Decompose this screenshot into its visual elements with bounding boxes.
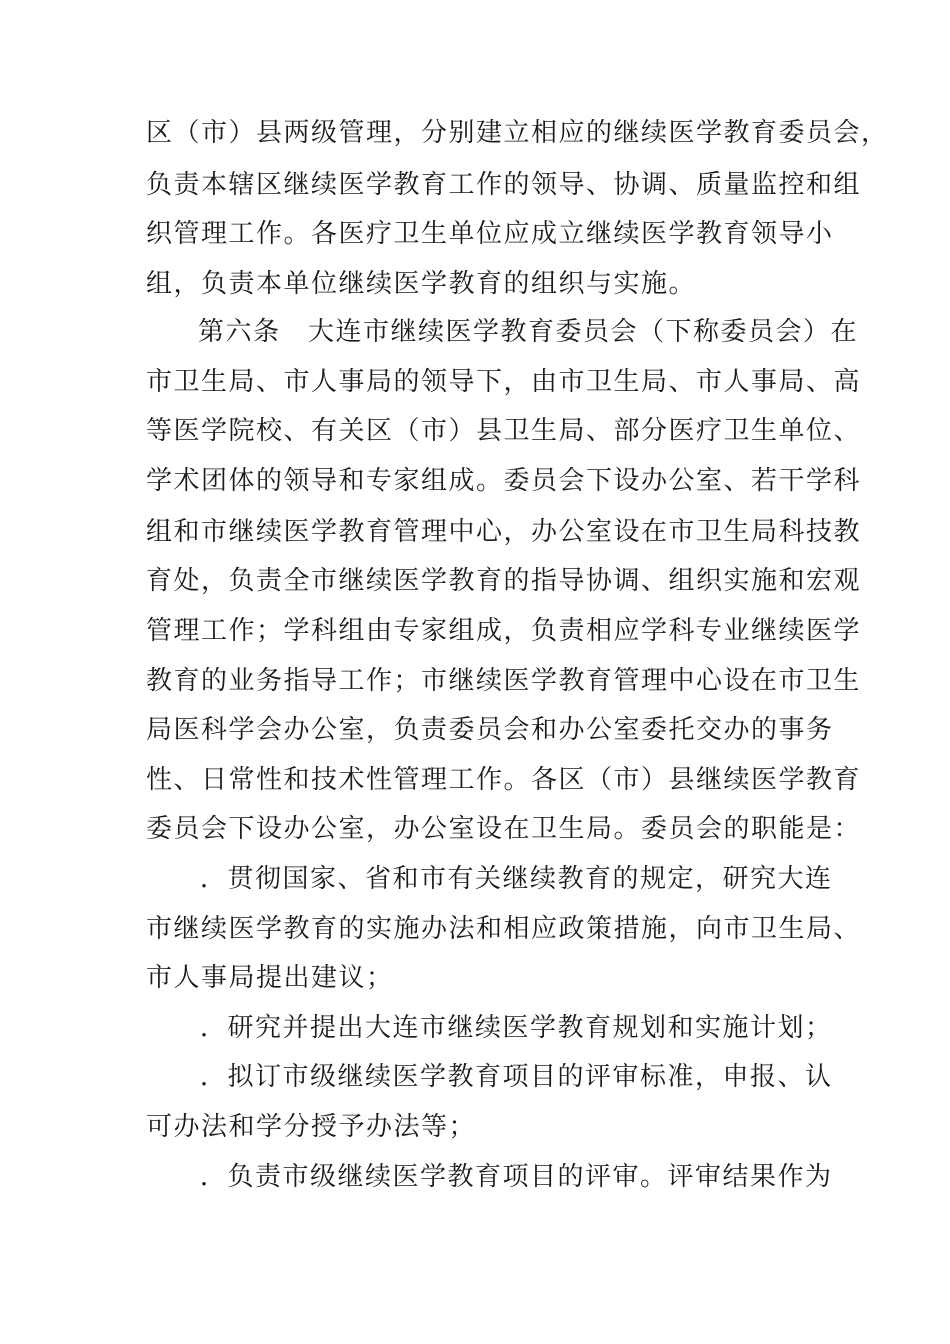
text-line: 学术团体的领导和专家组成。委员会下设办公室、若干学科 <box>146 466 862 496</box>
list-item: ．负责市级继续医学教育项目的评审。评审结果作为 <box>200 1162 833 1192</box>
text-line: 局医科学会办公室，负责委员会和办公室委托交办的事务 <box>146 715 834 745</box>
text-line: 区（市）县两级管理，分别建立相应的继续医学教育委员会， <box>146 118 889 148</box>
list-item: ．贯彻国家、省和市有关继续教育的规定，研究大连 <box>200 864 833 894</box>
text-line: 市卫生局、市人事局的领导下，由市卫生局、市人事局、高 <box>146 367 862 397</box>
text-line: 市继续医学教育的实施办法和相应政策措施，向市卫生局、 <box>146 914 862 944</box>
text-line: 教育的业务指导工作；市继续医学教育管理中心设在市卫生 <box>146 666 862 696</box>
text-line: 育处，负责全市继续医学教育的指导协调、组织实施和宏观 <box>146 566 862 596</box>
list-item: ．拟订市级继续医学教育项目的评审标准，申报、认 <box>200 1062 833 1092</box>
text-line: 组和市继续医学教育管理中心，办公室设在市卫生局科技教 <box>146 517 862 547</box>
text-line: 组，负责本单位继续医学教育的组织与实施。 <box>146 269 697 299</box>
text-line: 等医学院校、有关区（市）县卫生局、部分医疗卫生单位、 <box>146 416 862 446</box>
text-line: 性、日常性和技术性管理工作。各区（市）县继续医学教育 <box>146 765 862 795</box>
text-line: 可办法和学分授予办法等； <box>146 1112 477 1142</box>
text-line: 委员会下设办公室，办公室设在卫生局。委员会的职能是： <box>146 814 862 844</box>
list-item: ．研究并提出大连市继续医学教育规划和实施计划； <box>200 1013 833 1043</box>
text-line: 市人事局提出建议； <box>146 963 394 993</box>
text-line: 管理工作；学科组由专家组成，负责相应学科专业继续医学 <box>146 616 862 646</box>
article-6-heading-line: 第六条 大连市继续医学教育委员会（下称委员会）在 <box>198 317 859 347</box>
text-line: 负责本辖区继续医学教育工作的领导、协调、质量监控和组 <box>146 170 862 200</box>
text-line: 织管理工作。各医疗卫生单位应成立继续医学教育领导小 <box>146 219 834 249</box>
